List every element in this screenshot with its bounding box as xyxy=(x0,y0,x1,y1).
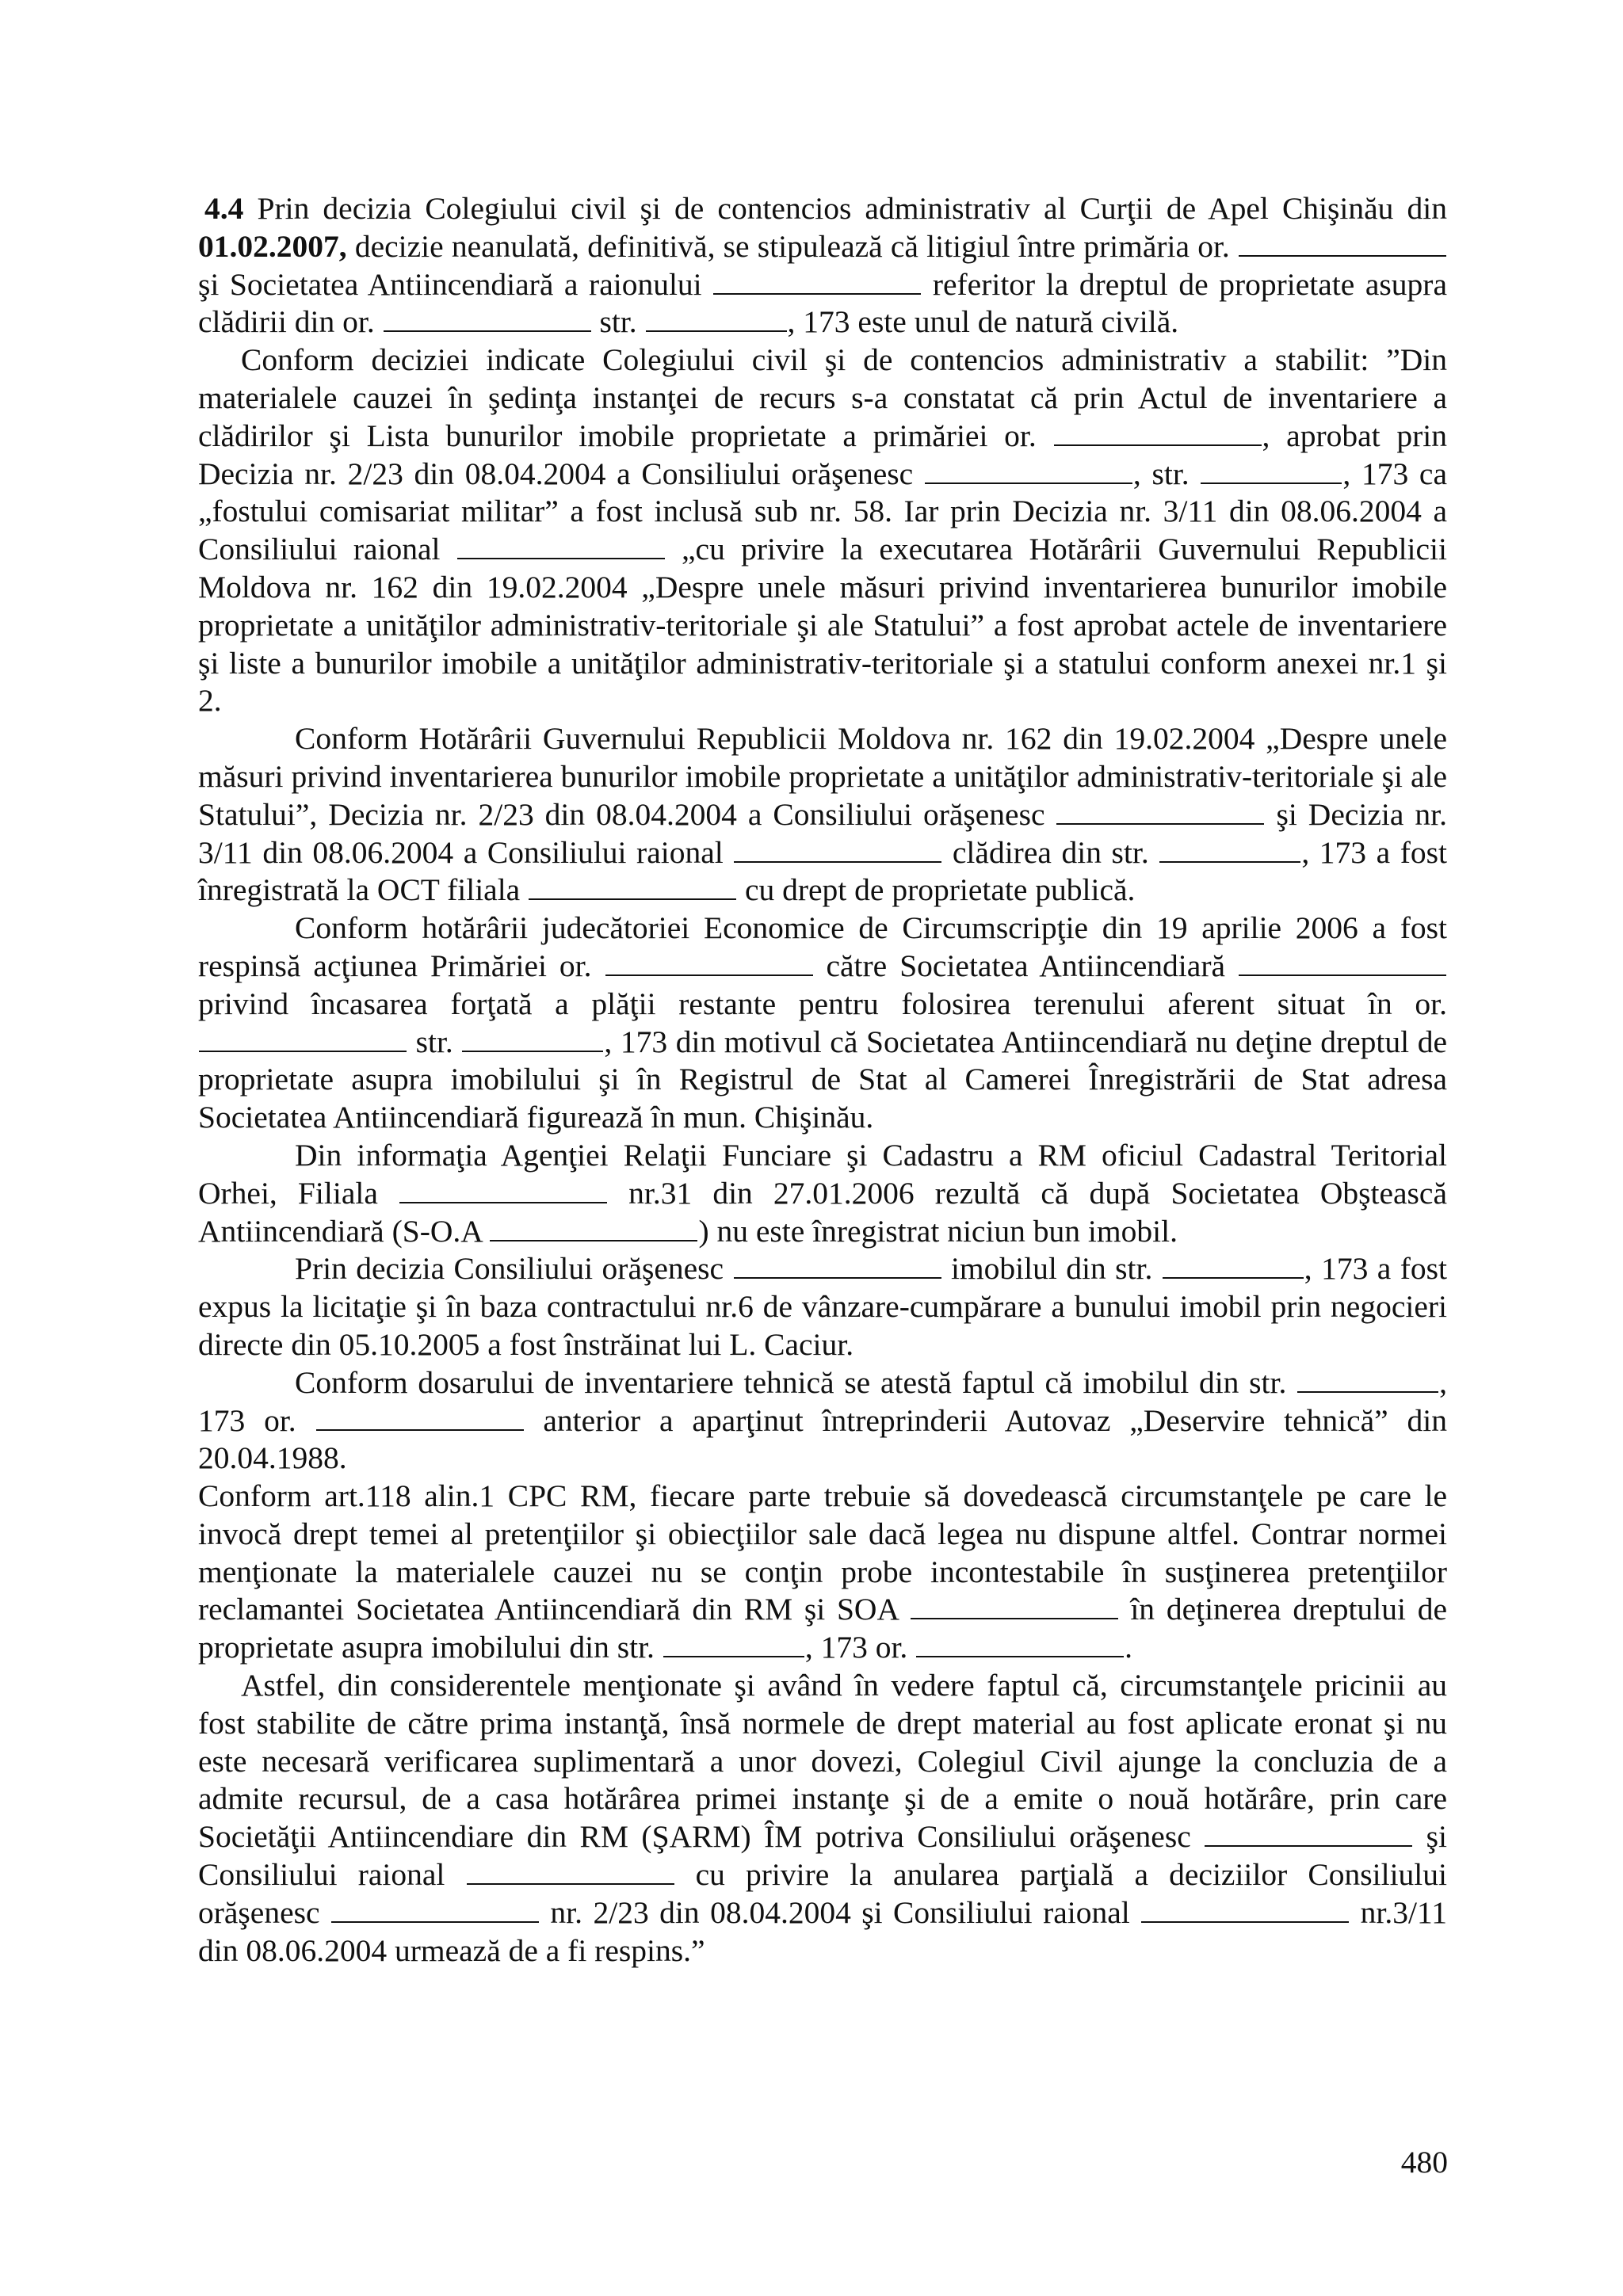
redacted-blank xyxy=(1163,1276,1304,1279)
paragraph-4-4: 4.4 Prin decizia Colegiului civil şi de contencios administrativ al Curţii de Apel Chişinău din 01.02.2007, decizie neanulată, definitivă, se stipulează că litigiul între primăria or. şi Societatea Antiincendiară a raionului referitor la dreptul de proprietate asupra clădirii din or. str. , 173 este unul de natură civilă. xyxy=(198,191,1447,340)
redacted-blank xyxy=(734,1276,941,1279)
redacted-blank xyxy=(1141,1920,1349,1923)
redacted-blank xyxy=(925,482,1132,484)
redacted-blank xyxy=(199,1050,407,1052)
redacted-blank xyxy=(316,1428,524,1431)
redacted-blank xyxy=(1159,860,1300,863)
redacted-blank xyxy=(1297,1390,1438,1393)
redacted-blank xyxy=(467,1882,674,1885)
redacted-blank xyxy=(916,1655,1124,1657)
redacted-blank xyxy=(490,1239,697,1241)
redacted-blank xyxy=(646,330,787,332)
paragraph-cadastre-agency: Din informaţia Agenţiei Relaţii Funciare şi Cadastru a RM oficiul Cadastral Teritorial Orhei, Filiala nr.31 din 27.01.2006 rezultă că după Societatea Obştească Antiincendiară (S-O.A ) nu este înregistrat niciun bun imobil. xyxy=(198,1137,1447,1249)
paragraph-conclusion: Astfel, din considerentele menţionate şi având în vedere faptul că, circumstanţele pricinii au fost stabilite de către prima instanţă, însă normele de drept material au fost aplicate eronat şi nu este necesară verificarea suplimentară a unor dovezi, Colegiul Civil ajunge la concluzia de a admite recursul, de a casa hotărârea primei instanţe şi de a emite o nouă hotărâre, prin care Societăţii Antiincendiare din RM (ŞARM) ÎM potriva Consiliului orăşenesc şi Consiliului raional cu privire la anularea parţială a deciziilor Consiliului orăşenesc nr. 2/23 din 08.04.2004 şi Consiliului raional nr.3/11 din 08.06.2004 urmează de a fi respins.” xyxy=(198,1668,1448,1968)
paragraph-economic-court: Conform hotărârii judecătoriei Economice de Circumscripţie din 19 aprilie 2006 a fost respinsă acţiunea Primăriei or. către Societatea Antiincendiară privind încasarea forţată a plăţii restante pentru folosirea terenului aferent situat în or. str. , 173 din motivul că Societatea Antiincendiară nu deţine dreptul de proprietate asupra imobilului şi în Registrul de Stat al Camerei Înregistrării de Stat adresa Societatea Antiincendiară figurează în mun. Chişinău. xyxy=(198,910,1447,1135)
redacted-blank xyxy=(911,1617,1118,1619)
decision-date: 01.02.2007, xyxy=(198,228,347,264)
redacted-blank xyxy=(713,292,921,295)
page-number: 480 xyxy=(1400,2145,1448,2180)
redacted-blank xyxy=(462,1050,603,1052)
paragraph-cpc-art-118: Conform art.118 alin.1 CPC RM, fiecare parte trebuie să dovedească circumstanţele pe care le invocă drept temei al pretenţiilor şi obiecţiilor sale dacă legea nu dispune altfel. Contrar normei menţionate la materialele cauzei nu se conţin probe incontestabile în susţinerea pretenţiilor reclamantei Societatea Antiincendiară din RM şi SOA în deţinerea dreptului de proprietate asupra imobilului din str. , 173 or. . xyxy=(198,1478,1447,1665)
redacted-blank xyxy=(457,557,665,559)
redacted-blank xyxy=(605,974,813,976)
redacted-blank xyxy=(1054,444,1262,446)
redacted-blank xyxy=(384,330,591,332)
redacted-blank xyxy=(1239,974,1446,976)
redacted-blank xyxy=(1201,482,1342,484)
redacted-blank xyxy=(1205,1844,1412,1847)
paragraph-government-decision: Conform Hotărârii Guvernului Republicii Moldova nr. 162 din 19.02.2004 „Despre unele măsuri privind inventarierea bunurilor imobile proprietate a unităţilor administrativ-teritoriale şi ale Statului”, Decizia nr. 2/23 din 08.04.2004 a Consiliului orăşenesc şi Decizia nr. 3/11 din 08.06.2004 a Consiliului raional clădirea din str. , 173 a fost înregistrată la OCT filiala cu drept de proprietate publică. xyxy=(198,721,1447,908)
redacted-blank xyxy=(734,860,941,863)
section-number: 4.4 xyxy=(204,191,244,226)
redacted-blank xyxy=(1239,254,1446,257)
paragraph-decision-content: Conform deciziei indicate Colegiului civil şi de contencios administrativ a stabilit: ”Din materialele cauzei în şedinţa instanţei de recurs s-a constatat că prin Actul de inventariere a clădirilor şi Lista bunurilor imobile proprietate a primăriei or. , aprobat prin Decizia nr. 2/23 din 08.04.2004 a Consiliului orăşenesc , str. , 173 ca „fostului comisariat militar” a fost inclusă sub nr. 58. Iar prin Decizia nr. 3/11 din 08.06.2004 a Consiliului raional „cu privire la executarea Hotărârii Guvernului Republicii Moldova nr. 162 din 19.02.2004 „Despre unele măsuri privind inventarierea bunurilor imobile proprietate a unităţilor administrativ-teritoriale şi ale Statului” a fost aprobat actele de inventariere şi liste a bunurilor imobile a unităţilor administrativ-teritoriale şi a statului conform anexei nr.1 şi 2. xyxy=(198,342,1447,719)
document-body xyxy=(198,190,1447,1970)
redacted-blank xyxy=(663,1655,804,1657)
redacted-blank xyxy=(399,1201,607,1203)
redacted-blank xyxy=(331,1920,539,1923)
paragraph-town-council: Prin decizia Consiliului orăşenesc imobilul din str. , 173 a fost expus la licitaţie şi în baza contractului nr.6 de vânzare-cumpărare a bunului imobil prin negocieri directe din 05.10.2005 a fost înstrăinat lui L. Caciur. xyxy=(198,1251,1447,1362)
paragraph-technical-inventory: Conform dosarului de inventariere tehnică se atestă faptul că imobilul din str. , 173 or. anterior a aparţinut întreprinderii Autovaz „Deservire tehnică” din 20.04.1988. xyxy=(198,1364,1447,1476)
redacted-blank xyxy=(1056,822,1264,825)
redacted-blank xyxy=(529,898,736,900)
